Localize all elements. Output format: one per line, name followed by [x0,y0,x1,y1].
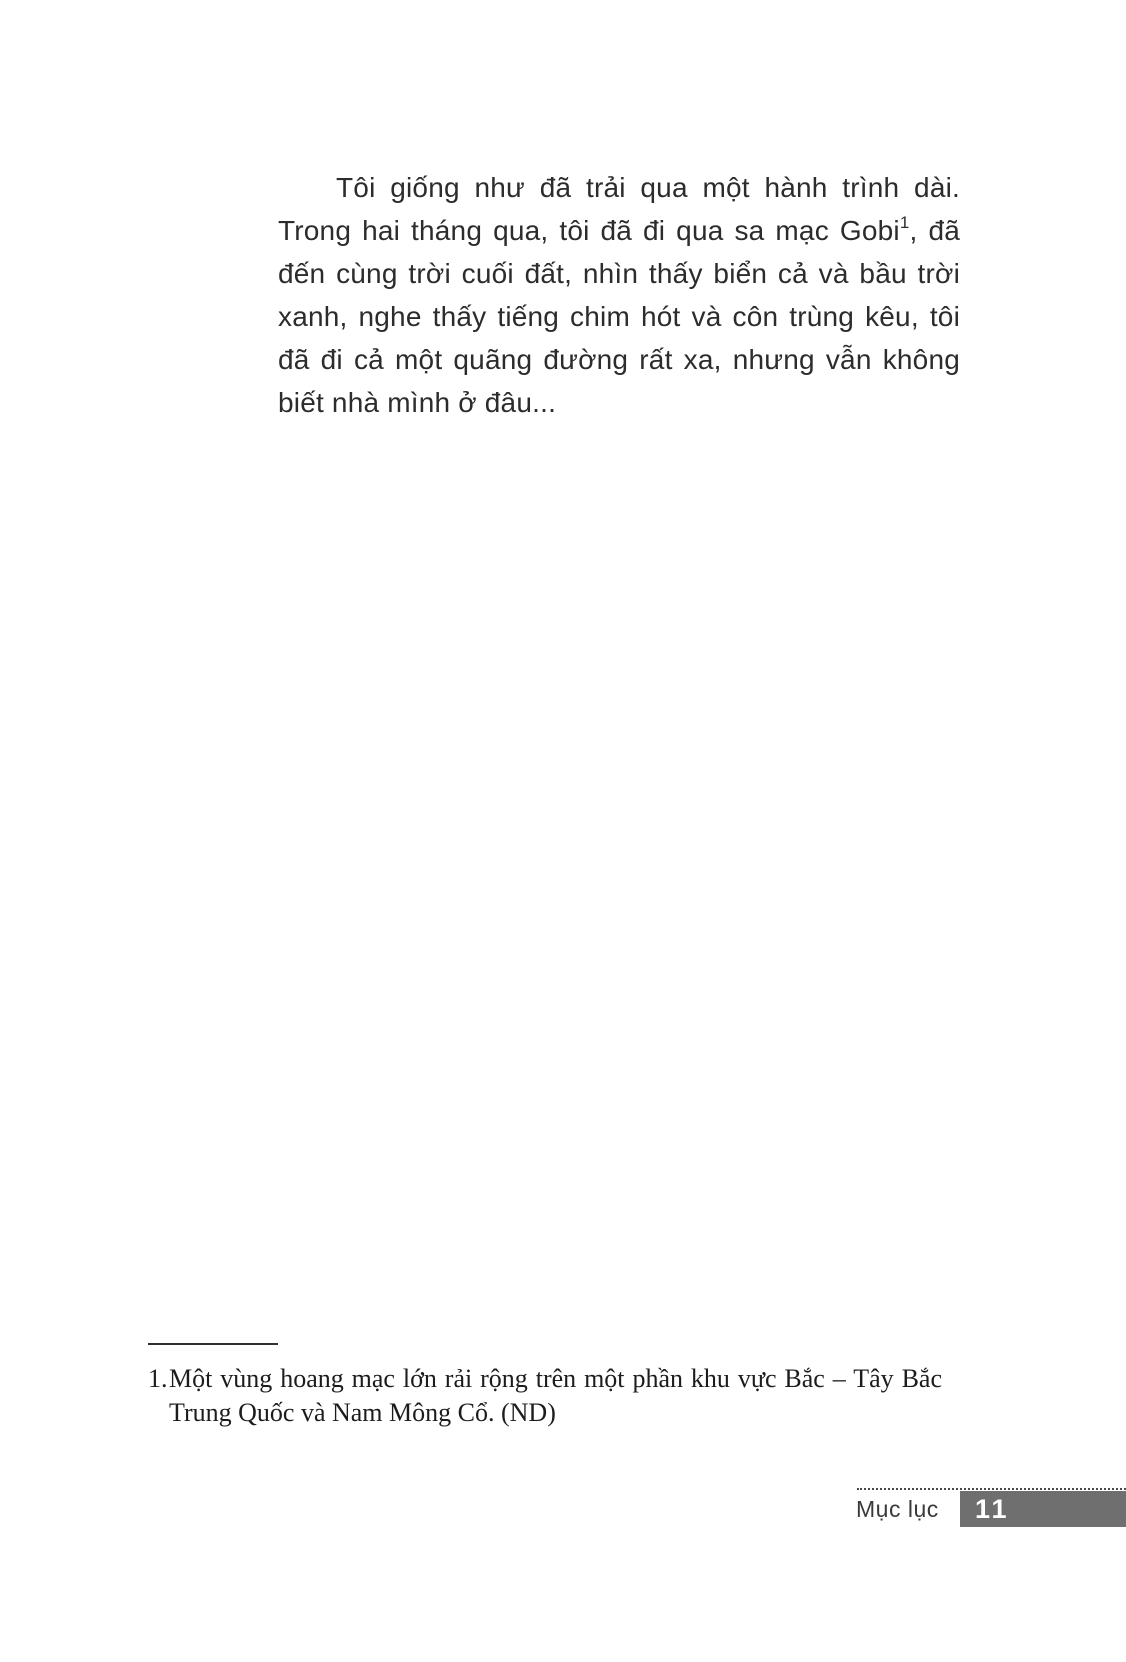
paragraph-line: xanh, nghe thấy tiếng chim hót và côn trùng kêu, tôi [278,301,960,332]
footnote-separator-rule [148,1343,278,1345]
footnote [148,1362,942,1430]
body-paragraph [278,166,960,424]
footer-dotted-rule [857,1488,1126,1490]
paragraph-line: đến cùng trời cuối đất, nhìn thấy biển cả và bầu trời [278,258,960,289]
footnote-text: Một vùng hoang mạc lớn rải rộng trên một phần khu vực Bắc – Tây Bắc [169,1364,942,1393]
footnote-reference: 1 [899,213,910,232]
paragraph-text: Trong hai tháng qua, tôi đã đi qua sa mạc Gobi [278,215,900,246]
footer-section-label: Mục lục [856,1496,939,1522]
page-number-box [960,1491,1126,1527]
footnote-text: Trung Quốc và Nam Mông Cổ. (ND) [169,1398,556,1427]
paragraph-text: , đã [909,215,960,246]
footnote-number: 1. [148,1364,168,1393]
paragraph-line: đã đi cả một quãng đường rất xa, nhưng vẫn không [278,344,960,375]
paragraph-line: Tôi giống như đã trải qua một hành trình dài. [336,172,960,203]
paragraph-line: biết nhà mình ở đâu... [278,387,557,418]
paragraph-line [278,209,960,252]
page-number: 11 [975,1494,1010,1524]
